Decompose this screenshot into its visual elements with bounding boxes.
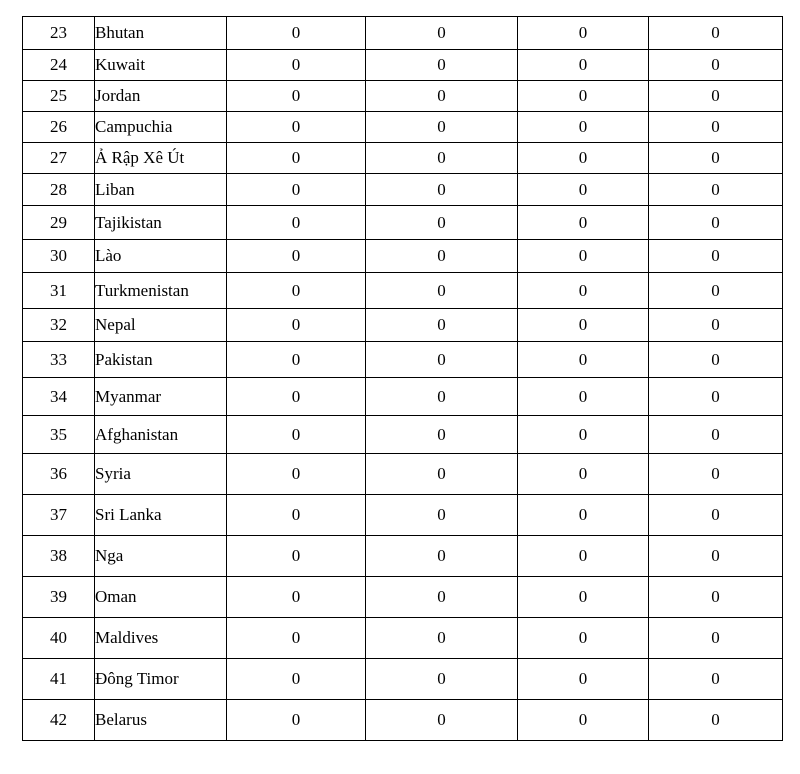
row-value-1: 0 bbox=[227, 495, 366, 536]
row-value-3: 0 bbox=[518, 273, 649, 309]
row-country: Bhutan bbox=[95, 17, 227, 50]
row-value-4: 0 bbox=[649, 112, 783, 143]
row-value-2: 0 bbox=[366, 273, 518, 309]
row-value-1: 0 bbox=[227, 618, 366, 659]
row-index: 41 bbox=[23, 659, 95, 700]
table-row bbox=[23, 454, 783, 495]
row-country: Sri Lanka bbox=[95, 495, 227, 536]
row-value-1: 0 bbox=[227, 342, 366, 378]
row-value-2: 0 bbox=[366, 659, 518, 700]
table-row bbox=[23, 659, 783, 700]
row-index: 23 bbox=[23, 17, 95, 50]
row-value-3: 0 bbox=[518, 81, 649, 112]
row-value-4: 0 bbox=[649, 416, 783, 454]
row-value-2: 0 bbox=[366, 536, 518, 577]
row-country: Pakistan bbox=[95, 342, 227, 378]
row-value-3: 0 bbox=[518, 618, 649, 659]
row-value-2: 0 bbox=[366, 577, 518, 618]
row-value-3: 0 bbox=[518, 659, 649, 700]
row-index: 40 bbox=[23, 618, 95, 659]
row-value-4: 0 bbox=[649, 495, 783, 536]
row-index: 33 bbox=[23, 342, 95, 378]
row-country: Đông Timor bbox=[95, 659, 227, 700]
row-value-1: 0 bbox=[227, 700, 366, 741]
row-country: Tajikistan bbox=[95, 206, 227, 240]
row-country: Lào bbox=[95, 240, 227, 273]
row-country: Nepal bbox=[95, 309, 227, 342]
row-country: Syria bbox=[95, 454, 227, 495]
row-index: 26 bbox=[23, 112, 95, 143]
row-country: Campuchia bbox=[95, 112, 227, 143]
row-value-1: 0 bbox=[227, 454, 366, 495]
row-value-3: 0 bbox=[518, 495, 649, 536]
row-value-3: 0 bbox=[518, 17, 649, 50]
row-country: Afghanistan bbox=[95, 416, 227, 454]
row-country: Maldives bbox=[95, 618, 227, 659]
row-value-2: 0 bbox=[366, 700, 518, 741]
row-value-4: 0 bbox=[649, 659, 783, 700]
row-value-2: 0 bbox=[366, 309, 518, 342]
row-index: 28 bbox=[23, 174, 95, 206]
row-value-3: 0 bbox=[518, 700, 649, 741]
table-row bbox=[23, 416, 783, 454]
row-value-3: 0 bbox=[518, 577, 649, 618]
row-value-2: 0 bbox=[366, 81, 518, 112]
table-row bbox=[23, 17, 783, 50]
row-value-2: 0 bbox=[366, 143, 518, 174]
row-value-1: 0 bbox=[227, 206, 366, 240]
table-row bbox=[23, 273, 783, 309]
row-index: 39 bbox=[23, 577, 95, 618]
row-value-3: 0 bbox=[518, 143, 649, 174]
table-row bbox=[23, 309, 783, 342]
row-value-1: 0 bbox=[227, 143, 366, 174]
row-value-2: 0 bbox=[366, 618, 518, 659]
row-value-4: 0 bbox=[649, 240, 783, 273]
table-row bbox=[23, 50, 783, 81]
table-row bbox=[23, 618, 783, 659]
row-value-2: 0 bbox=[366, 416, 518, 454]
row-value-1: 0 bbox=[227, 50, 366, 81]
table-row bbox=[23, 342, 783, 378]
row-value-4: 0 bbox=[649, 536, 783, 577]
row-value-1: 0 bbox=[227, 273, 366, 309]
row-index: 32 bbox=[23, 309, 95, 342]
row-value-1: 0 bbox=[227, 536, 366, 577]
row-value-1: 0 bbox=[227, 240, 366, 273]
row-index: 36 bbox=[23, 454, 95, 495]
row-value-1: 0 bbox=[227, 309, 366, 342]
row-value-4: 0 bbox=[649, 174, 783, 206]
row-index: 31 bbox=[23, 273, 95, 309]
table-row bbox=[23, 577, 783, 618]
row-index: 30 bbox=[23, 240, 95, 273]
table-row bbox=[23, 536, 783, 577]
row-value-3: 0 bbox=[518, 174, 649, 206]
table-row bbox=[23, 206, 783, 240]
row-value-4: 0 bbox=[649, 378, 783, 416]
table-row bbox=[23, 143, 783, 174]
row-index: 42 bbox=[23, 700, 95, 741]
row-country: Liban bbox=[95, 174, 227, 206]
row-country: Oman bbox=[95, 577, 227, 618]
table-row bbox=[23, 112, 783, 143]
row-value-4: 0 bbox=[649, 206, 783, 240]
row-value-2: 0 bbox=[366, 454, 518, 495]
row-value-4: 0 bbox=[649, 81, 783, 112]
row-value-1: 0 bbox=[227, 112, 366, 143]
row-value-1: 0 bbox=[227, 81, 366, 112]
row-value-1: 0 bbox=[227, 174, 366, 206]
row-value-3: 0 bbox=[518, 50, 649, 81]
table-row bbox=[23, 240, 783, 273]
row-value-4: 0 bbox=[649, 342, 783, 378]
table-body bbox=[23, 17, 783, 741]
row-value-4: 0 bbox=[649, 273, 783, 309]
row-index: 34 bbox=[23, 378, 95, 416]
row-value-3: 0 bbox=[518, 416, 649, 454]
table-row bbox=[23, 700, 783, 741]
row-index: 24 bbox=[23, 50, 95, 81]
row-value-2: 0 bbox=[366, 240, 518, 273]
row-value-2: 0 bbox=[366, 17, 518, 50]
row-value-4: 0 bbox=[649, 143, 783, 174]
row-value-4: 0 bbox=[649, 17, 783, 50]
row-value-2: 0 bbox=[366, 50, 518, 81]
row-index: 27 bbox=[23, 143, 95, 174]
row-index: 25 bbox=[23, 81, 95, 112]
row-value-1: 0 bbox=[227, 416, 366, 454]
row-value-2: 0 bbox=[366, 495, 518, 536]
row-value-3: 0 bbox=[518, 342, 649, 378]
row-value-3: 0 bbox=[518, 454, 649, 495]
row-value-2: 0 bbox=[366, 378, 518, 416]
row-country: Ả Rập Xê Út bbox=[95, 143, 227, 174]
row-value-4: 0 bbox=[649, 577, 783, 618]
row-value-3: 0 bbox=[518, 240, 649, 273]
row-value-4: 0 bbox=[649, 618, 783, 659]
row-country: Turkmenistan bbox=[95, 273, 227, 309]
country-data-table bbox=[22, 16, 783, 741]
row-value-3: 0 bbox=[518, 536, 649, 577]
row-country: Myanmar bbox=[95, 378, 227, 416]
table-row bbox=[23, 81, 783, 112]
row-value-4: 0 bbox=[649, 309, 783, 342]
table-row bbox=[23, 495, 783, 536]
row-value-4: 0 bbox=[649, 454, 783, 495]
row-index: 37 bbox=[23, 495, 95, 536]
row-index: 38 bbox=[23, 536, 95, 577]
row-country: Jordan bbox=[95, 81, 227, 112]
row-value-2: 0 bbox=[366, 174, 518, 206]
table-row bbox=[23, 174, 783, 206]
row-index: 29 bbox=[23, 206, 95, 240]
row-value-2: 0 bbox=[366, 342, 518, 378]
row-value-4: 0 bbox=[649, 50, 783, 81]
row-value-4: 0 bbox=[649, 700, 783, 741]
row-value-3: 0 bbox=[518, 112, 649, 143]
row-value-3: 0 bbox=[518, 378, 649, 416]
row-value-1: 0 bbox=[227, 17, 366, 50]
row-value-2: 0 bbox=[366, 206, 518, 240]
row-value-3: 0 bbox=[518, 309, 649, 342]
row-value-3: 0 bbox=[518, 206, 649, 240]
row-value-1: 0 bbox=[227, 659, 366, 700]
row-value-1: 0 bbox=[227, 378, 366, 416]
row-country: Kuwait bbox=[95, 50, 227, 81]
row-country: Nga bbox=[95, 536, 227, 577]
table-row bbox=[23, 378, 783, 416]
row-value-2: 0 bbox=[366, 112, 518, 143]
row-index: 35 bbox=[23, 416, 95, 454]
row-value-1: 0 bbox=[227, 577, 366, 618]
row-country: Belarus bbox=[95, 700, 227, 741]
